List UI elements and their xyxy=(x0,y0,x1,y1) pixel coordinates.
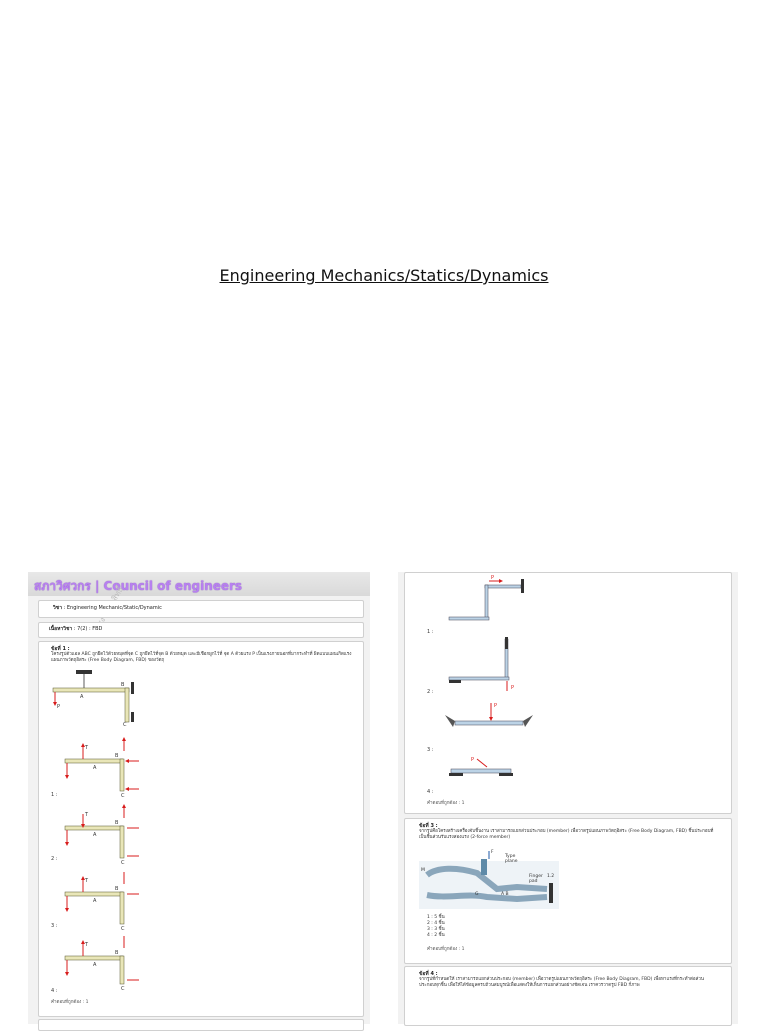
a-label: A xyxy=(93,962,97,968)
by-arrowhead xyxy=(122,737,126,741)
a-label: A xyxy=(93,898,97,904)
ceiling-support xyxy=(76,670,92,674)
topic-label: เนื้อหาวิชา xyxy=(49,626,73,632)
q1-number: ข้อที่ 1 : xyxy=(51,646,70,652)
p-label: P xyxy=(511,685,515,691)
fbd-beam-v xyxy=(120,892,124,924)
q2-option-2-figure xyxy=(445,635,525,691)
q1-main-figure xyxy=(51,668,141,728)
q2-answer: คำตอบที่ถูกต้อง : 1 xyxy=(427,801,465,806)
c-label: C xyxy=(121,986,125,992)
q1-option-1-figure xyxy=(63,737,153,799)
by-arrowhead xyxy=(122,804,126,808)
beam-h xyxy=(449,677,509,680)
g-label: G xyxy=(475,892,479,897)
bx-arrowhead xyxy=(125,759,129,763)
q1-option-3-figure xyxy=(63,870,153,932)
q2-option-3[interactable]: 3 : xyxy=(427,747,434,753)
wall xyxy=(521,579,524,593)
topic-box xyxy=(38,622,364,638)
p-arrowhead xyxy=(65,842,69,846)
c-label: C xyxy=(121,860,125,866)
right-ground xyxy=(499,773,513,776)
beam-h xyxy=(485,585,521,588)
q2-option-4[interactable]: 4 : xyxy=(427,789,434,795)
fbd-beam-h xyxy=(65,826,123,830)
subject-value: : Engineering Mechanic/Static/Dynamic xyxy=(62,605,162,611)
finger-label: Finger xyxy=(529,874,543,879)
fbd-beam-h xyxy=(65,759,123,763)
q3-text: จากรูปคือโครงสร้างเครื่องจับชิ้นงาน เราสามารถแยกส่วนประกอบ (member) เพื่อวาดรูปแผนภาพวัตถุอิสระ (Free Body Diagram, FBD) ชิ้นประกอบที่เป็นชิ้นส่วนรับแรงสองแรง (2-force member) xyxy=(419,829,714,840)
q2-option-2[interactable]: 2 : xyxy=(427,689,434,695)
q1-answer: คำตอบที่ถูกต้อง : 1 xyxy=(51,1000,89,1005)
ab-label: A B xyxy=(501,892,509,897)
p-arrowhead xyxy=(499,579,503,583)
b-label: B xyxy=(121,682,125,688)
type-label: Type xyxy=(505,854,516,859)
b-label: B xyxy=(115,886,119,892)
left-ground xyxy=(449,773,463,776)
wall-support-b xyxy=(131,682,134,694)
left-incline xyxy=(445,715,455,727)
council-header-text: สภาวิศวกร | Council of engineers xyxy=(34,579,243,593)
b-label: B xyxy=(115,753,119,759)
p-arrow xyxy=(477,759,487,767)
t-label: T xyxy=(85,942,89,948)
q1-option-3[interactable]: 3 : xyxy=(51,923,58,929)
a-label: A xyxy=(93,765,97,771)
p-arrowhead xyxy=(65,908,69,912)
q3-option-4[interactable]: 4 : 2 ชิ้น xyxy=(427,933,445,938)
question-2-card xyxy=(404,572,732,814)
right-exam-page xyxy=(398,572,738,1024)
q4-text: จากรูปที่กำหนดให้ เราสามารถแยกส่วนประกอบ (member) เพื่อวาดรูปแผนภาพวัตถุอิสระ (Free Body Diagram, FBD) เพื่อหาแรงที่กระทำต่อส่วนประกอบทุกชิ้น เพื่อให้ได้ข้อมูลครบถ้วนสมบูรณ์เพื่อแสดงให้เห็นการแยกส่วนอย่างชัดเจน เราควรวาดรูป FBD กี่ภาพ xyxy=(419,977,704,988)
q2-option-1-figure xyxy=(445,577,525,627)
wall xyxy=(505,637,508,649)
topic-value: : 7(2) : FBD xyxy=(72,626,103,632)
c-label: C xyxy=(121,793,125,799)
q2-option-4-figure xyxy=(445,755,525,785)
council-header xyxy=(28,572,370,596)
workpiece xyxy=(549,883,553,903)
pad-label: pad xyxy=(529,879,538,884)
p-label: P xyxy=(471,757,475,763)
q1-option-4-figure xyxy=(63,934,153,992)
gripper-lower-arm xyxy=(427,895,547,899)
a-label: A xyxy=(93,832,97,838)
question-4-card xyxy=(404,966,732,1026)
fbd-beam-v xyxy=(120,826,124,858)
wall-support-c xyxy=(131,712,134,722)
q1-text: โครงรูปตัวแอล ABC ถูกยึดไว้ด้วยหมุดที่จุด C ถูกยึดไว้ที่จุด B ด้วยหมุด และมีเชือกผูกไว้ที่ จุด A ด้วยแรง P เป็นแรงภายนอกที่มากระทำที่ ผิดแบบแผนเกิดแรง แผนภาพวัตถุอิสระ (Free Body Diagram, FBD) ของวัตถุ xyxy=(51,652,352,663)
p-arrowhead xyxy=(65,775,69,779)
p-arrowhead xyxy=(65,972,69,976)
beam-bc xyxy=(125,688,129,722)
q2-option-3-figure xyxy=(441,697,541,743)
page-title: Engineering Mechanics/Statics/Dynamics xyxy=(219,266,549,285)
question-3-card xyxy=(404,818,732,964)
value-label: 1.2 xyxy=(547,874,555,879)
fbd-beam-v xyxy=(120,759,124,791)
q1-option-2[interactable]: 2 : xyxy=(51,856,58,862)
a-label: A xyxy=(80,694,84,700)
b-label: B xyxy=(115,950,119,956)
p-label: P xyxy=(494,703,498,709)
t-label: T xyxy=(85,812,89,818)
q3-answer: คำตอบที่ถูกต้อง : 1 xyxy=(427,947,465,952)
plane-label: plane xyxy=(505,859,518,864)
beam-ab xyxy=(53,688,129,692)
beam xyxy=(455,721,523,725)
cx-arrowhead xyxy=(125,787,129,791)
q1-option-4[interactable]: 4 : xyxy=(51,988,58,994)
p-label: P xyxy=(57,704,61,710)
p-arrowhead xyxy=(489,717,493,721)
q4-number: ข้อที่ 4 : xyxy=(419,971,438,977)
q1-option-2-figure xyxy=(63,804,153,866)
t-label: T xyxy=(85,745,89,751)
fbd-beam-v xyxy=(120,956,124,984)
p-label: P xyxy=(491,575,495,581)
c-label: C xyxy=(123,722,127,728)
m-label: M xyxy=(421,868,425,873)
force-f-label: F xyxy=(491,850,494,855)
right-incline xyxy=(523,715,533,727)
question-1-card xyxy=(38,641,364,1017)
beam-v xyxy=(485,585,488,619)
q3-option-2[interactable]: 2 : 4 ชิ้น xyxy=(427,921,445,926)
beam xyxy=(451,769,511,773)
beam-base xyxy=(449,617,489,620)
q3-number: ข้อที่ 3 : xyxy=(419,823,438,829)
fbd-beam-h xyxy=(65,892,123,896)
piston xyxy=(481,859,487,875)
t-label: T xyxy=(85,878,89,884)
fbd-beam-h xyxy=(65,956,123,960)
subject-label: วิชา xyxy=(53,605,63,611)
left-exam-page xyxy=(28,572,370,1024)
q1-option-1[interactable]: 1 : xyxy=(51,792,58,798)
c-label: C xyxy=(121,926,125,932)
ground xyxy=(449,680,461,683)
q3-option-3[interactable]: 3 : 3 ชิ้น xyxy=(427,927,445,932)
next-card-stub xyxy=(38,1019,364,1031)
q3-gripper-figure xyxy=(417,849,567,911)
q2-option-1[interactable]: 1 : xyxy=(427,629,434,635)
subject-box xyxy=(38,600,364,618)
b-label: B xyxy=(115,820,119,826)
q3-option-1[interactable]: 1 : 5 ชิ้น xyxy=(427,915,445,920)
